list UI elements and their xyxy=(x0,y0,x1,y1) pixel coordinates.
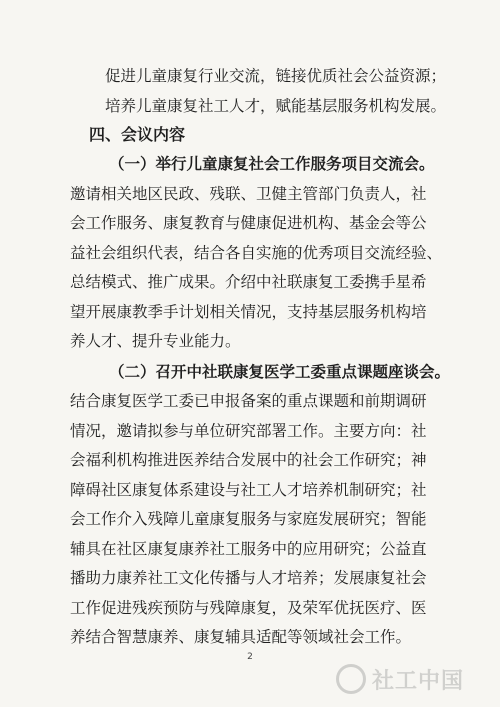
watermark-text: 社工中国 xyxy=(372,668,465,694)
text-line: 邀请相关地区民政、残联、卫健主管部门负责人，社 xyxy=(70,185,427,203)
subsection-heading: （二）召开中社联康复医学工委重点课题座谈会。 xyxy=(109,362,451,381)
text-line: 障碍社区康复体系建设与社工人才培养机制研究；社 xyxy=(70,481,427,499)
subsection-heading: （一）举行儿童康复社会工作服务项目交流会。 xyxy=(109,154,435,173)
text-line: 播助力康养社工文化传播与人才培养；发展康复社会 xyxy=(70,569,427,587)
text-line: 辅具在社区康复康养社工服务中的应用研究；公益直 xyxy=(70,540,427,558)
text-line: 总结模式、推广成果。介绍中社联康复工委携手星希 xyxy=(70,273,427,291)
text-line: 会工作服务、康复教育与健康促进机构、基金会等公 xyxy=(70,214,427,232)
text-line: 培养儿童康复社工人才，赋能基层服务机构发展。 xyxy=(105,97,447,115)
watermark xyxy=(336,659,496,699)
text-line: 会福利机构推进医养结合发展中的社会工作研究；神 xyxy=(70,451,427,469)
watermark-logo-icon xyxy=(336,664,366,694)
text-line: 望开展康教季手计划相关情况，支持基层服务机构培 xyxy=(70,303,427,321)
text-line: 会工作介入残障儿童康复服务与家庭发展研究；智能 xyxy=(70,510,427,528)
section-heading: 四、会议内容 xyxy=(89,125,186,144)
text-line: 益社会组织代表，结合各自实施的优秀项目交流经验、 xyxy=(70,244,443,262)
text-line: 结合康复医学工委已申报备案的重点课题和前期调研 xyxy=(70,392,427,410)
text-line: 工作促进残疾预防与残障康复，及荣军优抚医疗、医 xyxy=(70,599,427,617)
page-number: 2 xyxy=(247,652,253,662)
text-line: 养结合智慧康养、康复辅具适配等领域社会工作。 xyxy=(70,628,412,646)
text-line: 情况，邀请拟参与单位研究部署工作。主要方向：社 xyxy=(70,422,427,440)
text-line: 促进儿童康复行业交流，链接优质社会公益资源； xyxy=(105,67,447,85)
text-line: 养人才、提升专业能力。 xyxy=(70,332,241,350)
